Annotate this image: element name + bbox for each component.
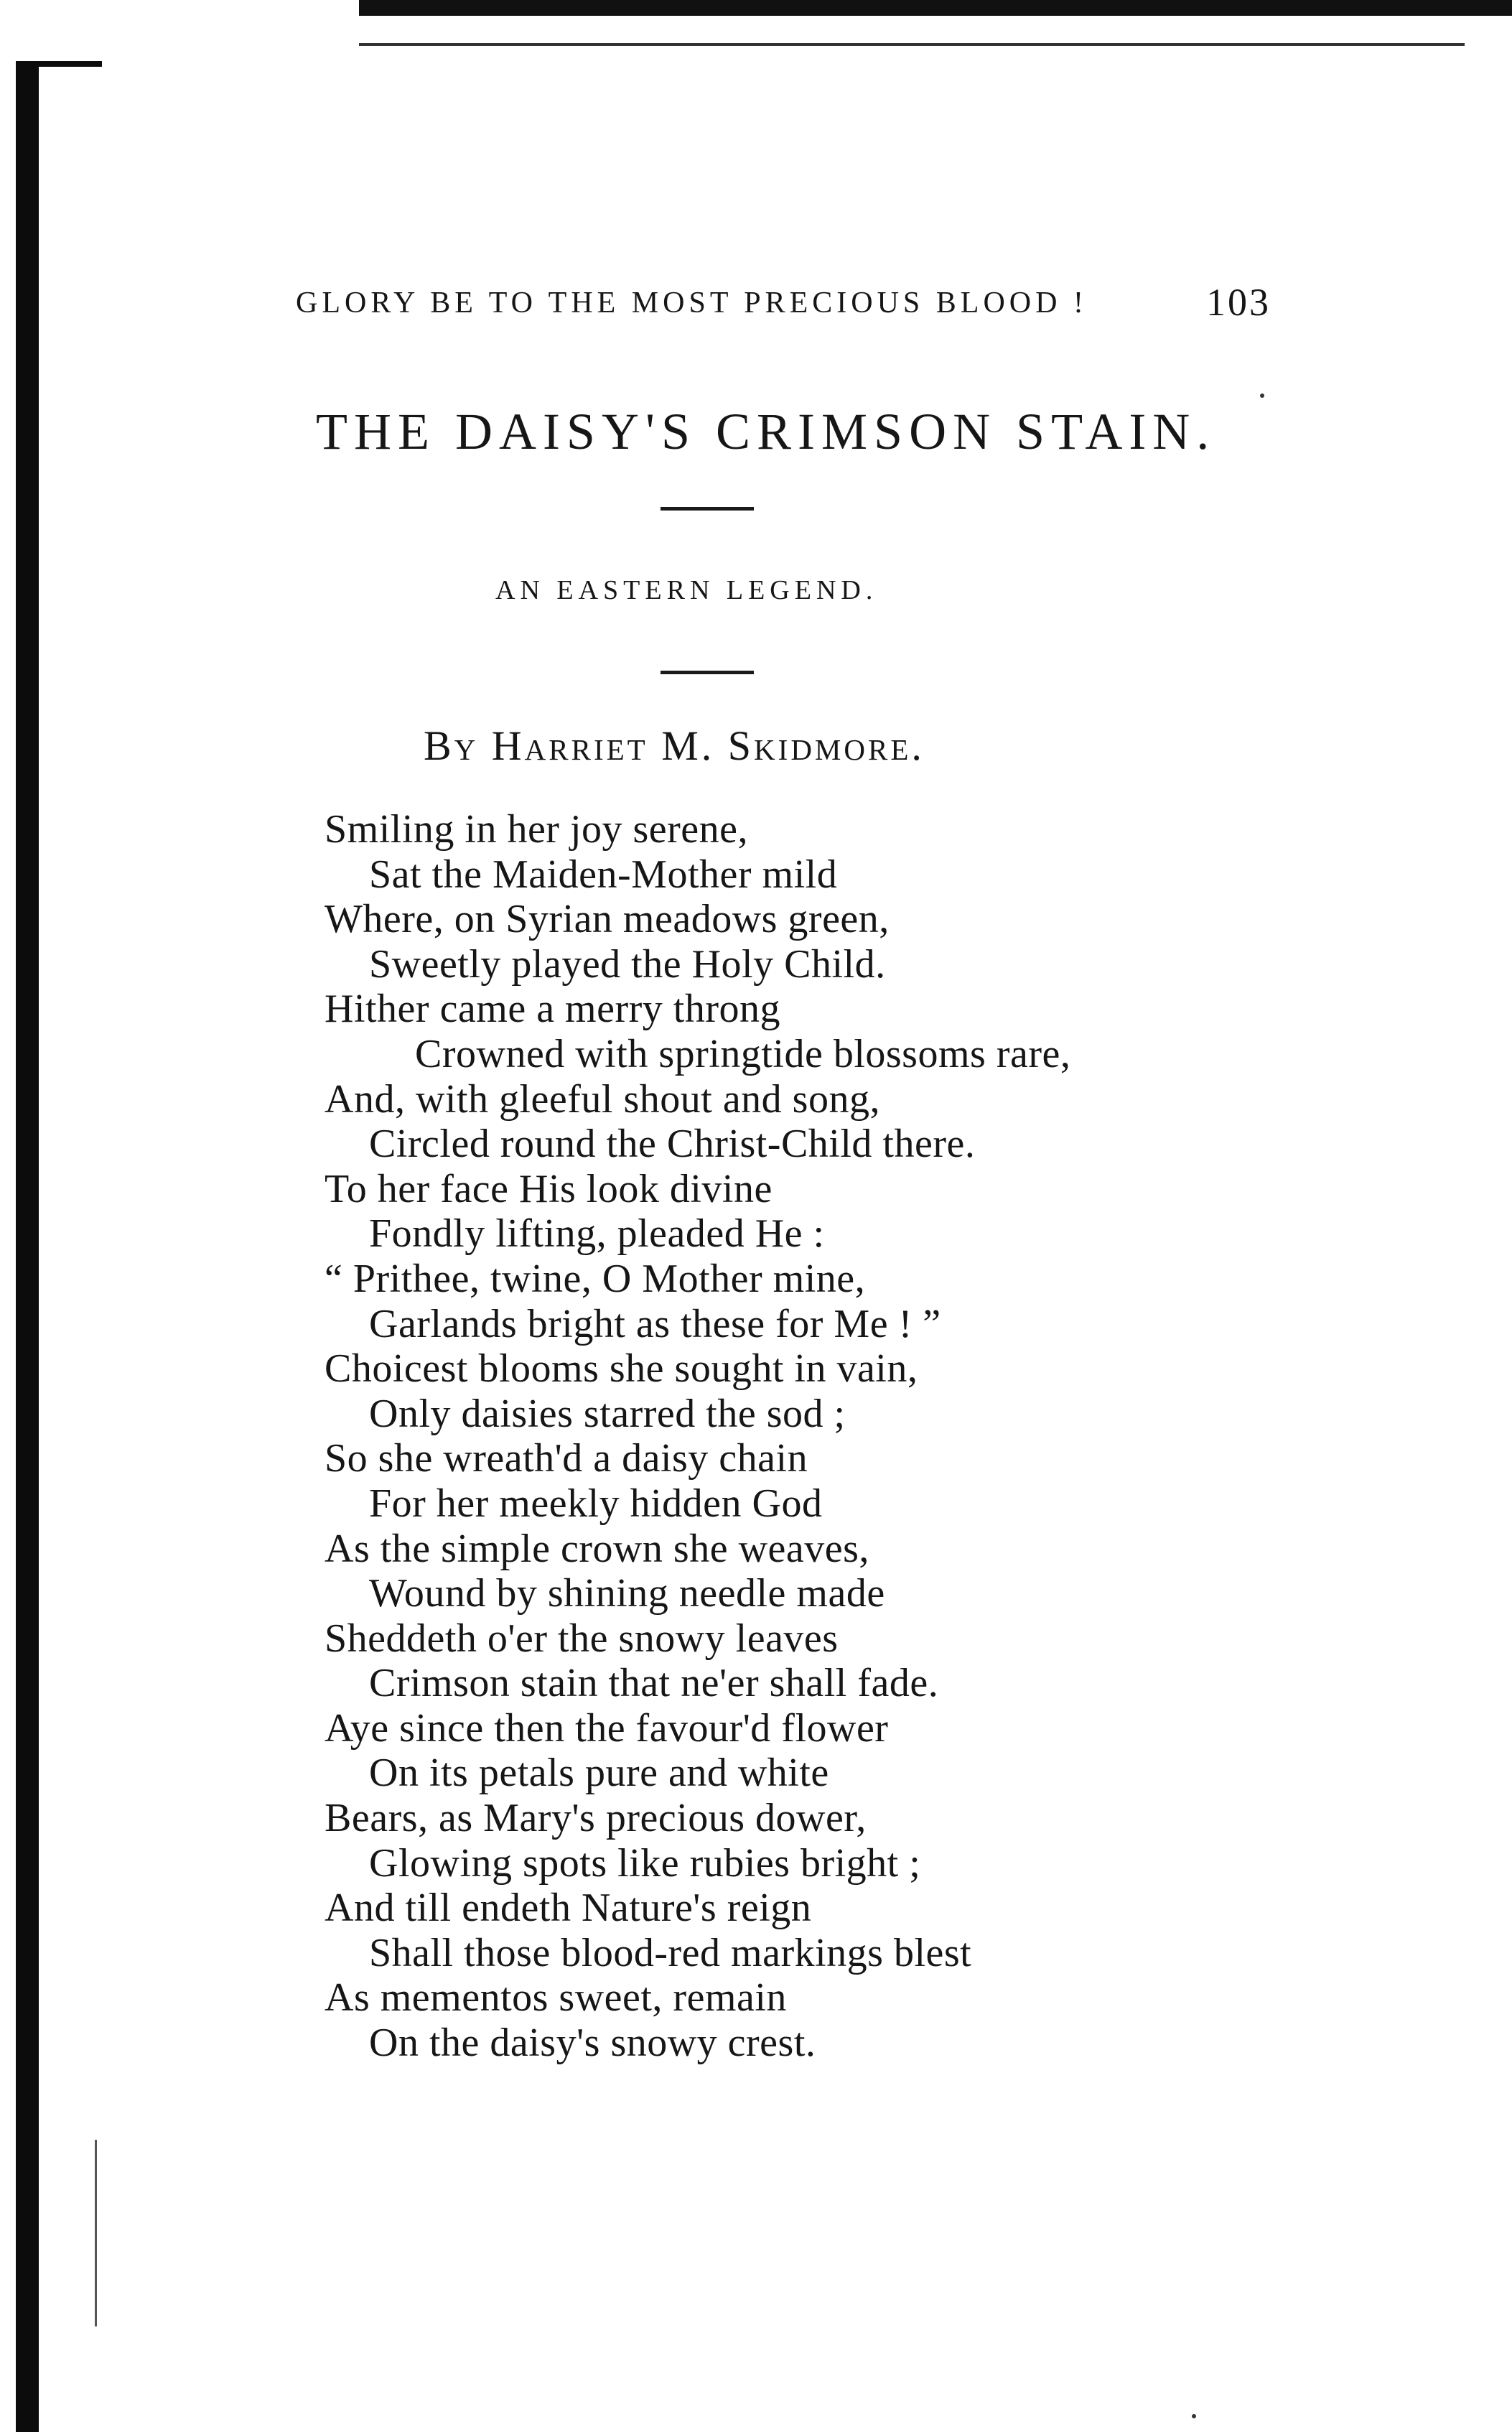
poem-subtitle: AN EASTERN LEGEND. [495, 575, 878, 605]
poem-line: Garlands bright as these for Me ! ” [369, 1301, 941, 1346]
poem-line: Sheddeth o'er the snowy leaves [325, 1616, 839, 1661]
page-binding-edge-corner [16, 61, 102, 67]
poem-author: By Harriet M. Skidmore. [424, 722, 925, 769]
page-number: 103 [1206, 281, 1271, 324]
poem-line: Sat the Maiden-Mother mild [369, 852, 838, 897]
scan-speck [1192, 2414, 1196, 2418]
poem-line: Aye since then the favour'd flower [325, 1705, 889, 1751]
poem-line: As the simple crown she weaves, [325, 1526, 869, 1571]
poem-line: Crowned with springtide blossoms rare, [415, 1031, 1071, 1076]
poem-body [325, 807, 1502, 2066]
poem-line: Crimson stain that ne'er shall fade. [369, 1661, 939, 1706]
page-border-top-thin [359, 43, 1465, 46]
poem-line: Bears, as Mary's precious dower, [325, 1796, 867, 1841]
poem-line: Wound by shining needle made [369, 1571, 885, 1616]
running-head-title: GLORY BE TO THE MOST PRECIOUS BLOOD ! [296, 286, 1088, 320]
poem-line: Only daisies starred the sod ; [369, 1391, 846, 1436]
subtitle-divider [661, 671, 754, 674]
poem-line: Circled round the Christ-Child there. [369, 1122, 976, 1167]
poem-line: “ Prithee, twine, O Mother mine, [325, 1256, 866, 1301]
poem-line: On its petals pure and white [369, 1751, 829, 1796]
poem-line: And, with gleeful shout and song, [325, 1076, 880, 1122]
poem-line: Fondly lifting, pleaded He : [369, 1211, 825, 1257]
poem-line: And till endeth Nature's reign [325, 1886, 812, 1931]
title-divider [661, 507, 754, 511]
poem-line: Choicest blooms she sought in vain, [325, 1346, 918, 1392]
poem-line: Sweetly played the Holy Child. [369, 941, 886, 987]
poem-line: Where, on Syrian meadows green, [325, 897, 890, 942]
poem-line: Hither came a merry throng [325, 987, 780, 1032]
poem-line: To her face His look divine [325, 1166, 773, 1211]
poem-line: So she wreath'd a daisy chain [325, 1436, 808, 1481]
page-binding-edge [16, 61, 39, 2432]
poem-line: Shall those blood-red markings blest [369, 1930, 972, 1975]
poem-line: As mementos sweet, remain [325, 1975, 787, 2021]
running-head [296, 281, 1373, 336]
poem-line: Smiling in her joy serene, [325, 807, 749, 852]
poem-line: For her meekly hidden God [369, 1481, 823, 1526]
poem-title: THE DAISY'S CRIMSON STAIN. [316, 403, 1216, 460]
poem-line: On the daisy's snowy crest. [369, 2021, 816, 2066]
poem-line: Glowing spots like rubies bright ; [369, 1840, 921, 1886]
page-scan-mark [95, 2140, 97, 2326]
page-border-top [359, 0, 1512, 16]
scan-speck [1260, 393, 1264, 398]
